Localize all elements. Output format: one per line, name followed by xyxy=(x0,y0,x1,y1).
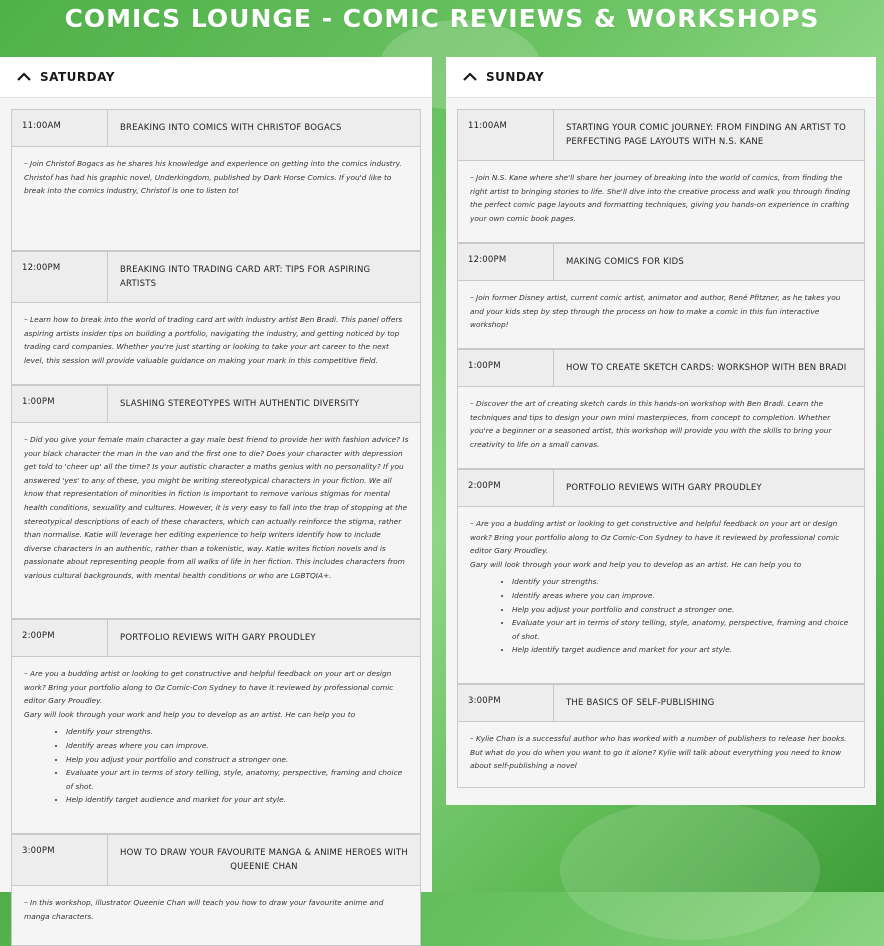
session-description xyxy=(11,886,421,946)
session-time: 1:00PM xyxy=(458,350,554,386)
saturday-schedule-table xyxy=(11,109,421,946)
sunday-schedule-table xyxy=(457,109,865,788)
session-description xyxy=(457,161,865,243)
saturday-accordion-toggle[interactable] xyxy=(0,57,432,98)
list-item: • Identify your strengths. xyxy=(66,725,410,739)
table-row xyxy=(457,243,865,281)
session-time: 2:00PM xyxy=(458,470,554,506)
table-row xyxy=(11,385,421,423)
list-item: • Help you adjust your portfolio and construct a stronger one. xyxy=(66,753,410,767)
table-row xyxy=(457,684,865,722)
page-title: COMICS LOUNGE - COMIC REVIEWS & WORKSHOPS xyxy=(64,4,820,33)
description-text: – Join former Disney artist, current comic artist, animator and author, René Pfitzner, as he takes you and your kids step by step through the process on how to make a comic in this fun interactive workshop! xyxy=(470,293,841,330)
list-item: • Evaluate your art in terms of story telling, style, anatomy, perspective, framing and choice of shot. xyxy=(66,766,410,793)
session-time: 11:00AM xyxy=(12,110,108,146)
chevron-up-icon xyxy=(460,70,480,84)
bullet-list xyxy=(470,575,854,657)
session-title: PORTFOLIO REVIEWS WITH GARY PROUDLEY xyxy=(120,633,316,643)
session-time: 2:00PM xyxy=(12,620,108,656)
session-time: 1:00PM xyxy=(12,386,108,422)
description-text: – Are you a budding artist or looking to get constructive and helpful feedback on your art or design work? Bring your portfolio along to Oz Comic-Con Sydney to have it reviewed by professional comic editor Gary Proudley. xyxy=(470,519,840,556)
session-time: 3:00PM xyxy=(458,685,554,721)
list-item: • Help identify target audience and market for your art style. xyxy=(66,793,410,807)
list-item: • Help identify target audience and market for your art style. xyxy=(512,643,854,657)
description-text: – Discover the art of creating sketch cards in this hands-on workshop with Ben Bradi. Learn the techniques and tips to design your own mini masterpieces, from concept to completion. Whether you're a beginner or a seasoned artist, this workshop will provide you with the skills to bring your creativity to life on a small canvas. xyxy=(470,399,832,449)
session-description xyxy=(11,657,421,834)
description-text: – Did you give your female main character a gay male best friend to provide her with fashion advice? Is your black character the man in the van and the first one to die? Does your character with depression get told to 'cheer up' all the time? Is your autistic character a maths genius with no personality? If you answered 'yes' to any of these, you might be writing stereotypical characters in your fiction. We all know that representation of minorities in fiction is important to remove various stigmas for mental health conditions, sexuality and cultures. However, it is very easy to fall into the trap of stopping at the stereotypical descriptions of each of these characters, which can actually reinforce the stigma, rather than normalise. Katie will leverage her editing experience to help writers identify how to include diverse characters in an authentic, rather than a tokenistic, way. Katie writes fiction novels and is passionate about representing people from all walks of life in her fiction. This includes characters from various cultural backgrounds, with mental health conditions or who are LGBTQIA+. xyxy=(24,435,409,580)
session-title: BREAKING INTO COMICS WITH CHRISTOF BOGACS xyxy=(120,123,342,133)
table-row xyxy=(457,469,865,507)
session-time: 12:00PM xyxy=(458,244,554,280)
session-title: PORTFOLIO REVIEWS WITH GARY PROUDLEY xyxy=(566,483,762,493)
description-text: – Join N.S. Kane where she'll share her journey of breaking into the world of comics, from finding the right artist to bringing stories to life. She'll dive into the creative process and walk you through finding the perfect comic page layouts and formatting techniques, giving you hands-on experience in crafting your own comic book pages. xyxy=(470,173,851,223)
table-row xyxy=(11,109,421,147)
session-description xyxy=(457,281,865,349)
table-row xyxy=(457,109,865,161)
saturday-panel xyxy=(0,57,432,921)
sunday-accordion-toggle[interactable] xyxy=(446,57,876,98)
description-text: Gary will look through your work and help you to develop as an artist. He can help you to xyxy=(24,709,356,719)
session-title: SLASHING STEREOTYPES WITH AUTHENTIC DIVERSITY xyxy=(120,399,360,409)
session-description xyxy=(457,507,865,684)
list-item: • Identify areas where you can improve. xyxy=(66,739,410,753)
bullet-list xyxy=(24,725,410,807)
session-title: BREAKING INTO TRADING CARD ART: TIPS FOR ASPIRING ARTISTS xyxy=(120,265,371,289)
description-text: – Learn how to break into the world of trading card art with industry artist Ben Bradi. This panel offers aspiring artists insider tips on building a portfolio, navigating the industry, and getting noticed by top trading card companies. Whether you're just starting or looking to take your art career to the next level, this session will provide valuable guidance on making your mark in this competitive field. xyxy=(24,315,403,365)
description-text: – In this workshop, illustrator Queenie Chan will teach you how to draw your favourite anime and manga characters. xyxy=(24,898,384,921)
session-title: MAKING COMICS FOR KIDS xyxy=(566,257,684,267)
table-row xyxy=(11,619,421,657)
session-time: 11:00AM xyxy=(458,110,554,160)
session-time: 12:00PM xyxy=(12,252,108,302)
list-item: • Help you adjust your portfolio and construct a stronger one. xyxy=(512,603,854,617)
session-title: STARTING YOUR COMIC JOURNEY: FROM FINDING AN ARTIST TO PERFECTING PAGE LAYOUTS WITH N.S. KANE xyxy=(566,123,847,147)
session-description xyxy=(11,147,421,251)
session-description xyxy=(457,387,865,469)
sunday-panel xyxy=(446,57,876,805)
description-text: Gary will look through your work and help you to develop as an artist. He can help you to xyxy=(470,559,802,569)
session-title: HOW TO DRAW YOUR FAVOURITE MANGA & ANIME HEROES WITH QUEENIE CHAN xyxy=(120,848,408,872)
background-decoration xyxy=(560,800,820,940)
table-row xyxy=(11,834,421,886)
table-row xyxy=(11,251,421,303)
list-item: • Identify your strengths. xyxy=(512,575,854,589)
session-title: THE BASICS OF SELF-PUBLISHING xyxy=(566,698,715,708)
session-title: HOW TO CREATE SKETCH CARDS: WORKSHOP WITH BEN BRADI xyxy=(566,363,847,373)
saturday-label: SATURDAY xyxy=(40,70,115,84)
description-text: – Join Christof Bogacs as he shares his knowledge and experience on getting into the comics industry. Christof has had his graphic novel, Underkingdom, published by Dark Horse Comics. If you'd like to break into the comics industry, Christof is one to listen to! xyxy=(24,159,402,196)
session-time: 3:00PM xyxy=(12,835,108,885)
table-row xyxy=(457,349,865,387)
session-description xyxy=(11,303,421,385)
description-text: – Kylie Chan is a successful author who has worked with a number of publishers to release her books. But what do you do when you want to go it alone? Kylie will talk about everything you need to know about self-publishing a novel xyxy=(470,734,847,771)
description-text: – Are you a budding artist or looking to get constructive and helpful feedback on your art or design work? Bring your portfolio along to Oz Comic-Con Sydney to have it reviewed by professional comic editor Gary Proudley. xyxy=(24,669,394,706)
list-item: • Identify areas where you can improve. xyxy=(512,589,854,603)
sunday-label: SUNDAY xyxy=(486,70,545,84)
session-description xyxy=(457,722,865,788)
chevron-up-icon xyxy=(14,70,34,84)
session-description xyxy=(11,423,421,619)
list-item: • Evaluate your art in terms of story telling, style, anatomy, perspective, framing and choice of shot. xyxy=(512,616,854,643)
